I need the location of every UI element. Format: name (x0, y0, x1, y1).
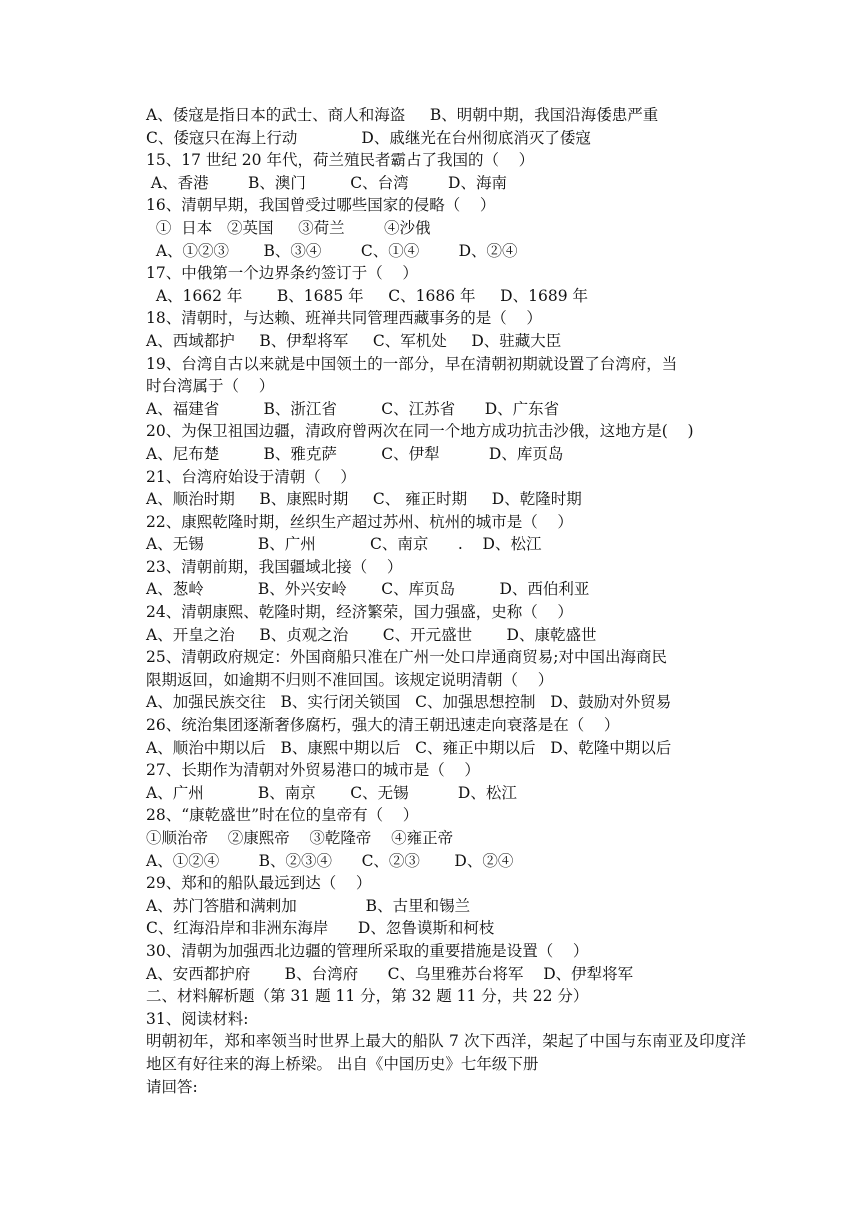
text-line: 20、为保卫祖国边疆，清政府曾两次在同一个地方成功抗击沙俄，这地方是( ) (146, 422, 694, 441)
text-line: 21、台湾府始设于清朝（ ） (146, 467, 356, 486)
text-line: 时台湾属于（ ） (146, 377, 275, 396)
text-line: 26、统治集团逐渐奢侈腐朽，强大的清王朝迅速走向衰落是在（ ） (146, 716, 620, 735)
text-line: 24、清朝康熙、乾隆时期，经济繁荣，国力强盛，史称（ ） (146, 603, 573, 622)
text-line: 限期返回，如逾期不归则不准回国。该规定说明清朝（ ） (146, 670, 554, 689)
text-line: 23、清朝前期，我国疆域北接（ ） (146, 557, 403, 576)
text-line: 19、台湾自古以来就是中国领土的一部分，早在清朝初期就设置了台湾府，当 (146, 354, 678, 373)
text-line: 二、材料解析题（第 31 题 11 分，第 32 题 11 分，共 22 分） (146, 987, 589, 1006)
text-line: ① 日本 ②英国 ③荷兰 ④沙俄 (146, 218, 431, 237)
text-line: A、加强民族交往 B、实行闭关锁国 C、加强思想控制 D、鼓励对外贸易 (146, 693, 672, 712)
text-line: A、广州 B、南京 C、无锡 D、松江 (146, 783, 517, 802)
text-line: 30、清朝为加强西北边疆的管理所采取的重要措施是设置（ ） (146, 941, 589, 960)
text-line: A、西域都护 B、伊犁将军 C、军机处 D、驻藏大臣 (146, 331, 562, 350)
text-line: 31、阅读材料: (146, 1009, 249, 1028)
text-line: A、开皇之治 B、贞观之治 C、开元盛世 D、康乾盛世 (146, 625, 597, 644)
material-paragraph: 明朝初年，郑和率领当时世界上最大的船队 7 次下西洋，架起了中国与东南亚及印度洋地区有好往来的海上桥梁。 出自《中国历史》七年级下册 (146, 1032, 746, 1073)
text-line: A、葱岭 B、外兴安岭 C、库页岛 D、西伯利亚 (146, 580, 590, 599)
text-line: 29、郑和的船队最远到达（ ） (146, 874, 372, 893)
text-line: A、①②③ B、③④ C、①④ D、②④ (146, 241, 518, 260)
text-line: A、1662 年 B、1685 年 C、1686 年 D、1689 年 (146, 286, 588, 305)
text-line: 16、清朝早期，我国曾受过哪些国家的侵略（ ） (146, 196, 496, 215)
text-line: A、苏门答腊和满剌加 B、古里和锡兰 (146, 896, 471, 915)
text-line: A、香港 B、澳门 C、台湾 D、海南 (146, 173, 507, 192)
text-line: A、安西都护府 B、台湾府 C、乌里雅苏台将军 D、伊犁将军 (146, 964, 634, 983)
text-line: ①顺治帝 ②康熙帝 ③乾隆帝 ④雍正帝 (146, 829, 454, 847)
text-line: A、福建省 B、浙江省 C、江苏省 D、广东省 (146, 399, 560, 418)
text-line: 27、长期作为清朝对外贸易港口的城市是（ ） (146, 761, 480, 780)
text-line: A、顺治中期以后 B、康熙中期以后 C、雍正中期以后 D、乾隆中期以后 (146, 738, 672, 757)
answer-prompt: 请回答: (146, 1077, 198, 1096)
text-line: A、倭寇是指日本的武士、商人和海盗 B、明朝中期，我国沿海倭患严重 (146, 106, 659, 124)
text-line: 25、清朝政府规定：外国商船只准在广州一处口岸通商贸易;对中国出海商民 (146, 648, 667, 667)
text-line: 28、“康乾盛世”时在位的皇帝有（ ） (146, 806, 419, 825)
text-line: A、无锡 B、广州 C、南京 . D、松江 (146, 535, 542, 554)
text-line: A、尼布楚 B、雅克萨 C、伊犁 D、库页岛 (146, 444, 564, 463)
text-line: C、倭寇只在海上行动 D、戚继光在台州彻底消灭了倭寇 (146, 128, 591, 147)
text-line: 22、康熙乾隆时期，丝织生产超过苏州、杭州的城市是（ ） (146, 512, 573, 531)
exam-page (146, 104, 746, 1098)
question-lines (146, 104, 746, 1030)
text-line: 17、中俄第一个边界条约签订于（ ） (146, 264, 418, 283)
text-line: C、红海沿岸和非洲东海岸 D、忽鲁谟斯和柯枝 (146, 919, 495, 938)
text-line: 15、17 世纪 20 年代，荷兰殖民者霸占了我国的（ ） (146, 151, 535, 170)
text-line: A、①②④ B、②③④ C、②③ D、②④ (146, 851, 514, 870)
text-line: 18、清朝时，与达赖、班禅共同管理西藏事务的是（ ） (146, 309, 542, 328)
text-line: A、顺治时期 B、康熙时期 C、 雍正时期 D、乾隆时期 (146, 490, 582, 509)
